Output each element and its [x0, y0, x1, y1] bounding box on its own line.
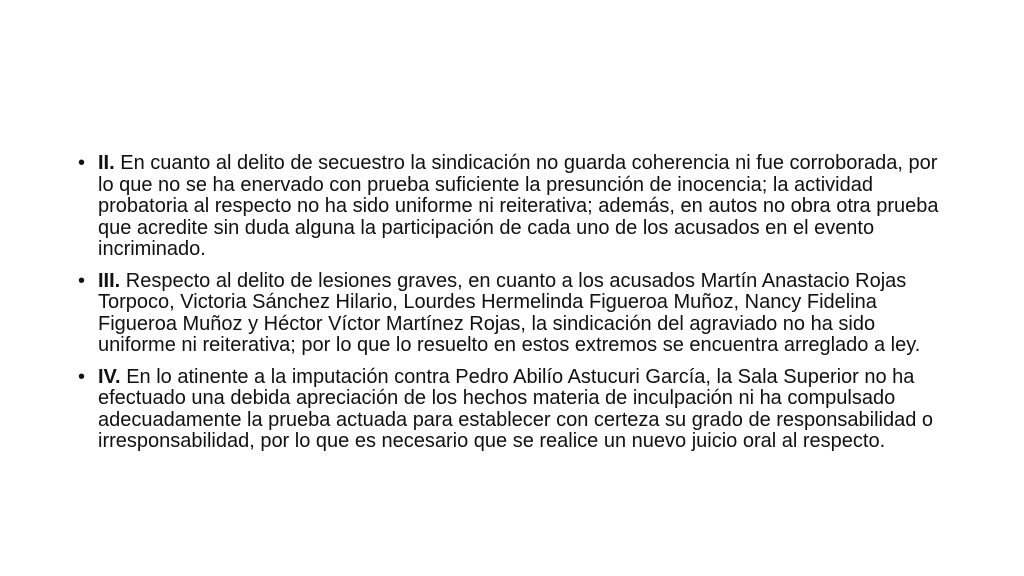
bullet-text: En lo atinente a la imputación contra Pedro Abilío Astucuri García, la Sala Superior no ha efectuado una debida apreciación de los hechos materia de inculpación ni ha compulsado adecuadamente la prueba actuada para establecer con certeza su grado de responsabilidad o irresponsabilidad, por lo que es necesario que se realice un nuevo juicio oral al respecto. — [98, 365, 934, 452]
bullet-marker: • — [78, 269, 86, 292]
bullet-item-iii — [78, 271, 958, 357]
bullet-marker: • — [78, 365, 86, 388]
bullet-text: Respecto al delito de lesiones graves, en cuanto a los acusados Martín Anastacio Rojas Torpoco, Victoria Sánchez Hilario, Lourdes Hermelinda Figueroa Muñoz, Nancy Fidelina Figueroa Muñoz y Héctor Víctor Martínez Rojas, la sindicación del agraviado no ha sido uniforme ni reiterativa; por lo que lo resuelto en estos extremos se encuentra arreglado a ley. — [98, 269, 921, 356]
bullet-text: En cuanto al delito de secuestro la sindicación no guarda coherencia ni fue corroborada, por lo que no se ha enervado con prueba suficiente la presunción de inocencia; la actividad probatoria al respecto no ha sido uniforme ni reiterativa; además, en autos no obra otra prueba que acredite sin duda alguna la participación de cada uno de los acusados en el evento incriminado. — [98, 152, 939, 260]
bullet-item-ii — [78, 153, 958, 261]
bullet-numeral: II. — [98, 152, 121, 174]
bullet-numeral: III. — [98, 269, 126, 292]
bullet-numeral: IV. — [98, 365, 127, 388]
bullet-item-iv — [78, 367, 958, 453]
bullet-list — [78, 153, 958, 463]
bullet-marker: • — [78, 152, 86, 174]
